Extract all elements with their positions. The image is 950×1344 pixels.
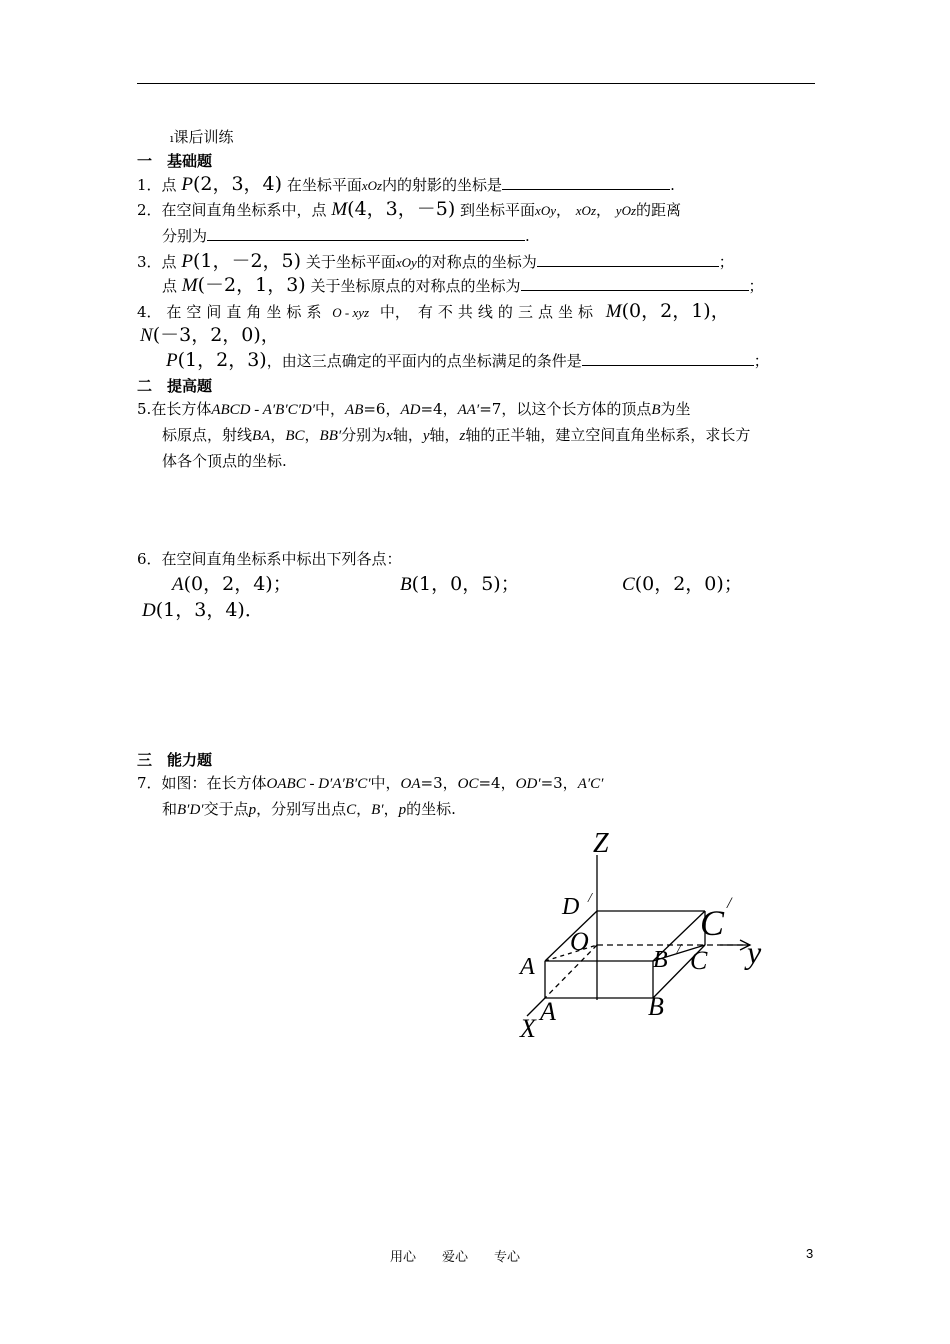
section-advanced: 二 提高题 — [137, 377, 213, 395]
page-heading: ı课后训练 — [170, 128, 234, 146]
page-number: 3 — [806, 1246, 814, 1261]
question-5-line-2: 标原点，射线BA，BC，BB′分别为x轴，y轴，z轴的正半轴，建立空间直角坐标系，求长方 — [162, 426, 751, 444]
label-o: O — [570, 927, 589, 956]
label-c: C — [690, 946, 708, 975]
svg-text:/: / — [677, 942, 681, 957]
svg-text:/: / — [588, 891, 592, 906]
question-3-line-2: 点 M(－2，1，3) 关于坐标原点的对称点的坐标为 ； — [162, 274, 764, 296]
answer-blank[interactable] — [521, 274, 749, 291]
section-ability: 三 能力题 — [137, 751, 213, 769]
question-6-point-c: C(0，2，0)； — [622, 573, 743, 595]
question-4-line-2: N(－3，2，0)， — [140, 324, 280, 346]
question-7: 7．如图：在长方体OABC - D′A′B′C′中，OA=3，OC=4，OD′=3，A′C′ — [137, 774, 604, 792]
question-6-point-b: B(1，0，5)； — [400, 573, 520, 595]
header-rule — [137, 83, 815, 84]
footer-motto: 用心 爱心 专心 — [390, 1250, 521, 1265]
answer-blank[interactable] — [582, 349, 754, 366]
question-7-line-2: 和B′D′交于点p，分别写出点C，B′，p的坐标. — [162, 800, 456, 818]
question-5: 5.在长方体ABCD - A′B′C′D′中，AB=6，AD=4，AA′=7，以这个长方体的顶点B为坐 — [137, 400, 691, 418]
question-2: 2．在空间直角坐标系中，点 M(4，3，－5) 到坐标平面xOy， xOz， yOz的距离 — [137, 198, 682, 220]
question-4-line-3: P(1，2，3)，由这三点确定的平面内的点坐标满足的条件是 ； — [166, 349, 769, 371]
svg-text:/: / — [727, 895, 732, 912]
answer-blank[interactable] — [207, 224, 525, 241]
question-4: 4． 在 空 间 直 角 坐 标 系 O - xyz 中， 有 不 共 线 的 三 点 坐 标 M(0，2，1)， — [137, 300, 730, 322]
x-axis — [527, 998, 545, 1016]
question-5-line-3: 体各个顶点的坐标. — [162, 452, 287, 470]
question-1: 1．点 P(2，3，4) 在坐标平面xOz内的射影的坐标是 . — [137, 173, 675, 195]
label-y: y — [747, 934, 762, 970]
label-b-prime: B — [653, 947, 668, 973]
question-6: 6．在空间直角坐标系中标出下列各点： — [137, 550, 402, 568]
label-d-prime: D — [562, 894, 580, 920]
question-2-line-2: 分别为 . — [162, 224, 530, 247]
label-a-prime: A — [520, 954, 535, 980]
answer-blank[interactable] — [537, 250, 719, 267]
answer-blank[interactable] — [502, 173, 670, 190]
section-basic: 一 基础题 — [137, 152, 213, 170]
question-3: 3．点 P(1，－2，5) 关于坐标平面xOy的对称点的坐标为 ； — [137, 250, 734, 272]
label-c-prime: C — [700, 903, 725, 943]
label-a: A — [540, 997, 556, 1026]
question-6-points: A(0，2，4)； — [172, 573, 292, 595]
label-z: Z — [593, 828, 609, 859]
label-b: B — [648, 992, 664, 1021]
question-6-point-d: D(1，3，4)． — [142, 599, 264, 621]
label-x: X — [520, 1014, 536, 1043]
